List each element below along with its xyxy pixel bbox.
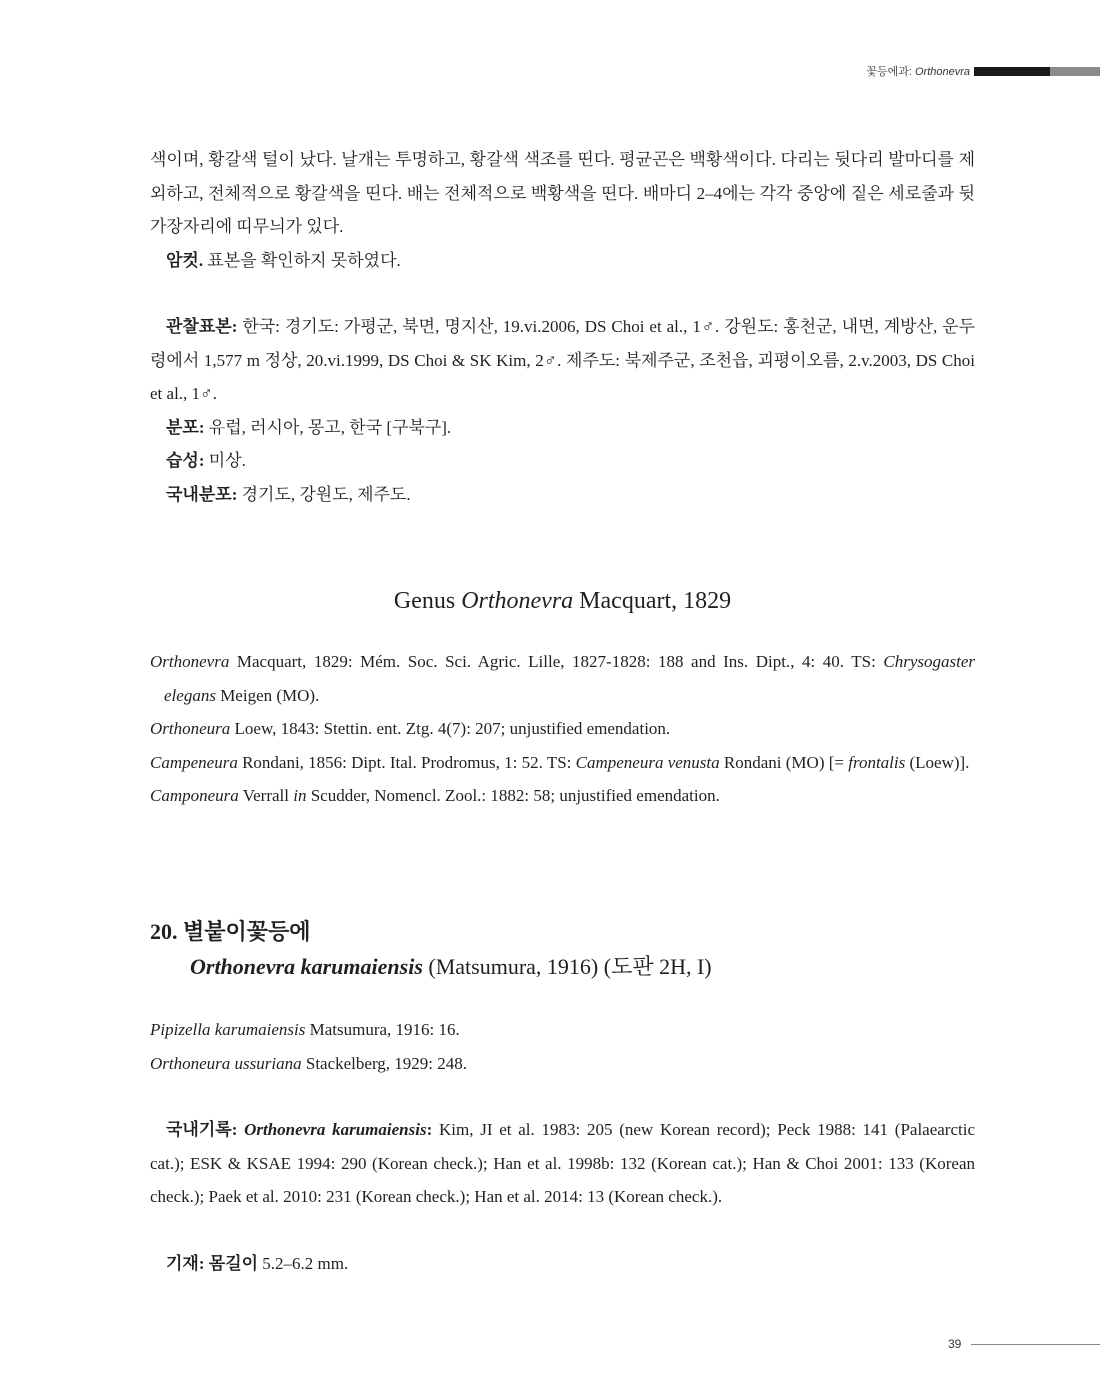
type-species-name: Campeneura venusta (575, 752, 720, 772)
genus-synonym-entry (150, 779, 975, 813)
korean-records-block (150, 1113, 975, 1214)
species-author-plate: (Matsumura, 1916) (도판 2H, I) (428, 954, 712, 979)
body-length-label: 몸길이 (208, 1254, 259, 1273)
female-note (150, 244, 975, 278)
description-continued-text: 색이며, 황갈색 털이 났다. 날개는 투명하고, 황갈색 색조를 띤다. 평균곤은 백황색이다. 다리는 뒷다리 발마디를 제외하고, 전체적으로 황갈색을 띤다. 배는 전체적으로 백황색을 띤다. 배마디 2–4에는 각각 중앙에 짙은 세로줄과 뒷가장자리에 띠무늬가 있다. (150, 150, 975, 236)
page-number: 39 (948, 1337, 962, 1351)
genus-title (150, 586, 975, 616)
synonym-citation: Stackelberg, 1929: 248. (301, 1053, 468, 1073)
running-head-bar-dark (974, 67, 1050, 76)
synonym-name: Orthoneura ussuriana (150, 1053, 302, 1073)
genus-prefix: Genus (393, 588, 456, 614)
habit-text: 미상. (208, 451, 246, 470)
synonym-name: Camponeura (150, 786, 239, 805)
synonym-name: Orthonevra (150, 652, 230, 671)
page-footer (948, 1332, 1100, 1356)
synonym-citation-end: Scudder, Nomencl. Zool.: 1882: 58; unjustified emendation. (306, 786, 720, 805)
species-heading-line1 (150, 914, 975, 949)
specimens-block (150, 310, 975, 511)
species-synonym-entry (150, 1047, 975, 1081)
female-note-text: 표본을 확인하지 못하였다. (207, 250, 401, 270)
korean-records-text: Kim, JI et al. 1983: 205 (new Korean record); Peck 1988: 141 (Palaearctic cat.); ESK & KSAE 1994: 290 (Korean check.); Han et al. 1998b: 132 (Korean cat.); Han & Choi 2001: 133 (Korean check.); Paek et al. 2010: 231 (Korean check.); Han et al. 2014: 13 (Korean check.). (150, 1120, 976, 1206)
synonym-citation: Loew, 1843: Stettin. ent. Ztg. 4(7): 207; unjustified emendation. (230, 719, 671, 738)
korean-records (150, 1113, 975, 1214)
description-continued-block (150, 143, 975, 277)
domestic-distribution-text: 경기도, 강원도, 제주도. (241, 484, 411, 504)
domestic-distribution (150, 478, 975, 512)
korean-records-species: Orthonevra karumaiensis (244, 1120, 427, 1139)
specimens-label: 관찰표본: (166, 317, 238, 336)
korean-records-colon: : (426, 1120, 433, 1139)
type-species-name: Chrysogaster elegans (164, 652, 975, 705)
description (150, 1247, 975, 1281)
species-scientific-name: Orthonevra karumaiensis (190, 954, 423, 979)
distribution (150, 411, 975, 445)
type-species-author: Rondani (MO) [= (719, 752, 849, 772)
running-head (866, 64, 1100, 78)
species-heading-line2 (150, 949, 975, 984)
type-species-author: Meigen (MO). (215, 685, 320, 705)
female-note-label: 암컷. (166, 250, 204, 270)
footer-rule (971, 1344, 1100, 1345)
genus-synonym-entry (150, 645, 975, 712)
genus-synonym-entry (150, 712, 975, 746)
genus-author: Macquart, 1829 (579, 588, 732, 614)
distribution-label: 분포: (166, 417, 205, 437)
genus-name: Orthonevra (461, 588, 574, 614)
habit (150, 444, 975, 478)
running-head-bar-grey (1050, 67, 1100, 76)
synonym-citation: Macquart, 1829: Mém. Soc. Sci. Agric. Lille, 1827-1828: 188 and Ins. Dipt., 4: 40. TS: (229, 652, 884, 671)
running-head-family: 꽃등에과: (866, 66, 912, 78)
species-korean-name: 별붙이꽃등에 (183, 919, 311, 944)
genus-synonym-entry (150, 746, 975, 780)
habit-label: 습성: (166, 451, 205, 470)
species-synonym-entry (150, 1013, 975, 1047)
species-synonyms (150, 1013, 975, 1080)
species-heading (150, 914, 975, 984)
body-length-value: 5.2–6.2 mm. (258, 1254, 349, 1273)
distribution-text: 유럽, 러시아, 몽고, 한국 [구북구]. (208, 417, 452, 437)
description-label: 기재: (166, 1254, 205, 1273)
running-head-genus: Orthonevra (914, 66, 970, 78)
synonym-species-author: (Loew)]. (905, 752, 970, 772)
description-block (150, 1247, 975, 1281)
domestic-distribution-label: 국내분포: (166, 484, 238, 504)
species-number: 20. (150, 919, 178, 944)
specimens-para (150, 310, 975, 411)
running-head-text (866, 63, 970, 79)
synonym-citation: Matsumura, 1916: 16. (305, 1020, 460, 1039)
korean-records-label: 국내기록: (166, 1120, 238, 1139)
synonym-species-name: frontalis (848, 752, 906, 772)
synonym-name: Pipizella karumaiensis (150, 1020, 306, 1039)
genus-synonyms (150, 645, 975, 813)
synonym-citation: Rondani, 1856: Dipt. Ital. Prodromus, 1: 52. TS: (237, 752, 576, 772)
synonym-name: Orthoneura (150, 719, 231, 738)
specimens-text: 한국: 경기도: 가평군, 북면, 명지산, 19.vi.2006, DS Choi et al., 1♂. 강원도: 홍천군, 내면, 계방산, 운두령에서 1,577 m 정상, 20.vi.1999, DS Choi & SK Kim, 2♂. 제주도: 북제주군, 조천읍, 괴평이오름, 2.v.2003, DS Choi et al., 1♂. (150, 317, 976, 403)
in-word: in (293, 786, 307, 805)
synonym-citation: Verrall (238, 786, 294, 805)
synonym-name: Campeneura (150, 752, 238, 772)
